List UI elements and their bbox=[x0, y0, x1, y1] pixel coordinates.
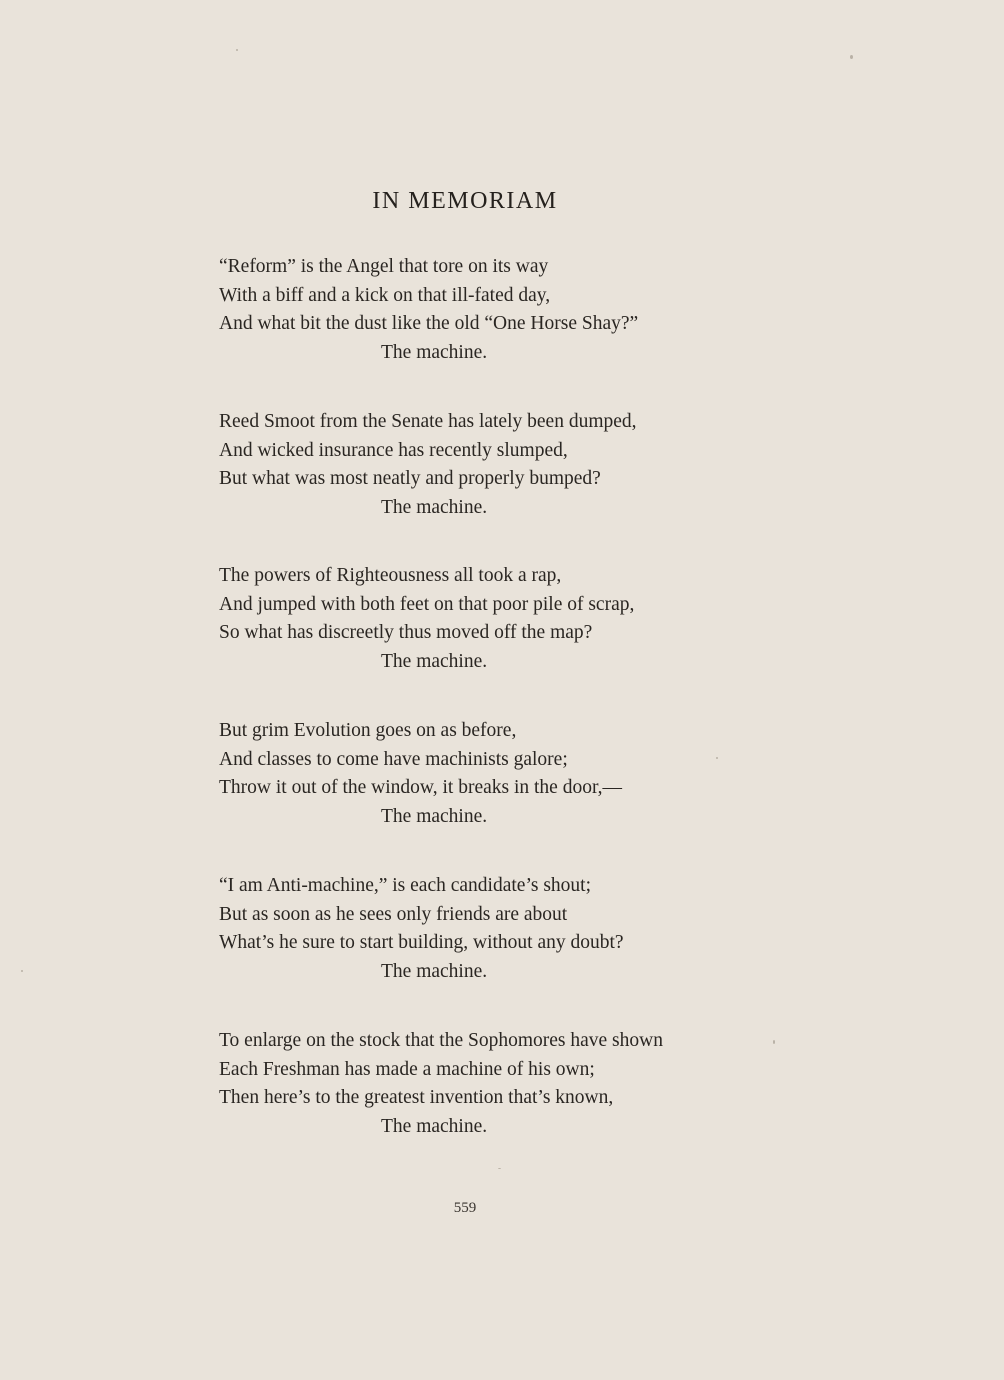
poem-line: “Reform” is the Angel that tore on its way bbox=[219, 256, 549, 277]
refrain-line: The machine. bbox=[381, 806, 488, 828]
poem-line: To enlarge on the stock that the Sophomores have shown bbox=[219, 1030, 663, 1051]
refrain-line: The machine. bbox=[381, 342, 488, 364]
poem-line: Then here’s to the greatest invention that’s known, bbox=[219, 1087, 614, 1109]
stanza-2 bbox=[219, 408, 779, 523]
poem-line: But grim Evolution goes on as before, bbox=[219, 720, 517, 741]
paper-speck bbox=[21, 970, 23, 972]
poem-line: Reed Smoot from the Senate has lately been dumped, bbox=[219, 411, 637, 432]
paper-speck bbox=[716, 757, 718, 759]
poem-line: So what has discreetly thus moved off the map? bbox=[219, 622, 593, 644]
stanza-6 bbox=[219, 1027, 779, 1142]
stanza-4 bbox=[219, 717, 779, 832]
poem-line: Throw it out of the window, it breaks in the door,— bbox=[219, 777, 623, 799]
poem-line: And wicked insurance has recently slumped, bbox=[219, 439, 568, 461]
paper-speck bbox=[850, 55, 853, 59]
paper-speck bbox=[773, 1040, 775, 1044]
poem-line: But what was most neatly and properly bumped? bbox=[219, 468, 601, 490]
refrain-line: The machine. bbox=[381, 651, 488, 673]
poem-line: And what bit the dust like the old “One Horse Shay?” bbox=[219, 313, 639, 335]
poem-line: “I am Anti-machine,” is each candidate’s shout; bbox=[219, 875, 591, 896]
stanza-5 bbox=[219, 872, 779, 987]
stanza-3 bbox=[219, 562, 779, 677]
poem-line: Each Freshman has made a machine of his own; bbox=[219, 1058, 595, 1080]
page-number: 559 bbox=[453, 1200, 477, 1216]
poem-line: And classes to come have machinists galore; bbox=[219, 748, 568, 770]
poem-line: The powers of Righteousness all took a rap, bbox=[219, 565, 562, 586]
refrain-line: The machine. bbox=[381, 1116, 488, 1138]
poem-title: IN MEMORIAM bbox=[372, 188, 558, 214]
poem-line: But as soon as he sees only friends are about bbox=[219, 903, 568, 925]
poem-line: With a biff and a kick on that ill-fated day, bbox=[219, 284, 551, 306]
stanza-1 bbox=[219, 253, 779, 368]
refrain-line: The machine. bbox=[381, 961, 488, 983]
poem-line: And jumped with both feet on that poor pile of scrap, bbox=[219, 593, 635, 615]
poem-line: What’s he sure to start building, without any doubt? bbox=[219, 932, 624, 954]
refrain-line: The machine. bbox=[381, 497, 488, 519]
paper-speck bbox=[236, 49, 238, 51]
paper-speck bbox=[498, 1168, 501, 1169]
